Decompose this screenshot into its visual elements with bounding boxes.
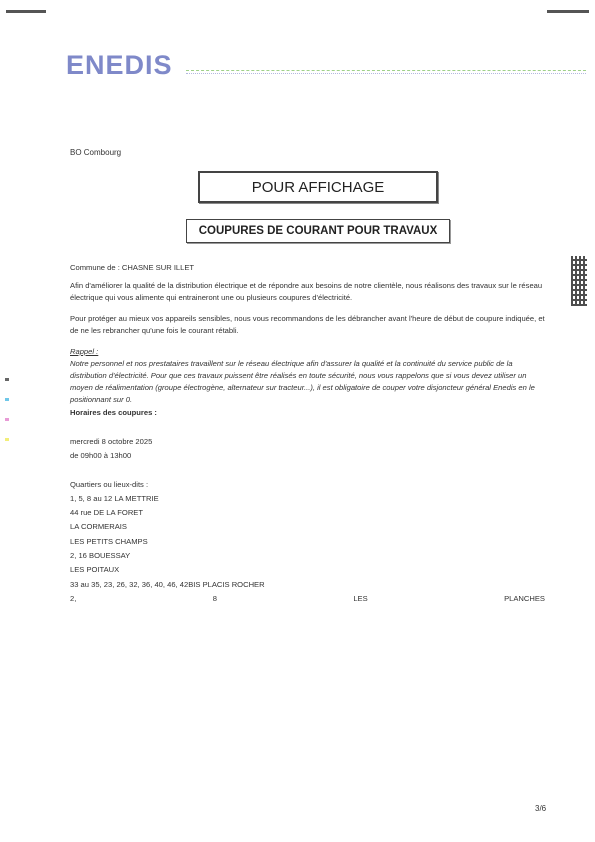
quartiers-label: Quartiers ou lieux-dits : [70,480,149,489]
rappel-label: Rappel : [70,347,99,356]
protect-paragraph: Pour protéger au mieux vos appareils sensibles, nous vous recommandons de les débrancher avant l'heure de début de coupure indiquée, et de ne les rebrancher qu'une fois le courant rétabli. [70,314,545,335]
list-item: 1, 5, 8 au 12 LA METTRIE [70,494,159,503]
rappel-text: Notre personnel et nos prestataires travaillent sur le réseau électrique afin d'assurer la qualité et la continuité du service public de la distribution d'électricité. Pour que ces travaux puissent être réalisés en toute sécurité, nous vous rappelons que si vous devez utiliser un moyen de réalimentation (groupe électrogène, alternateur sur tracteur...), il est obligatoire de couper votre disjoncteur général Enedis en le positionnant sur 0. [70,359,535,404]
scan-mark-left [6,10,46,13]
list-item: 2, 16 BOUESSAY [70,551,131,560]
print-mark-black [5,378,9,381]
print-mark-magenta [5,418,9,421]
barcode-icon [571,256,587,306]
spread-part: 8 [212,594,217,603]
list-item: LES POITAUX [70,565,120,574]
spread-part: 2, [70,594,77,603]
print-mark-yellow [5,438,9,441]
list-item: 33 au 35, 23, 26, 32, 36, 40, 46, 42BIS PLACIS ROCHER [70,580,265,589]
page-subtitle: COUPURES DE COURANT POUR TRAVAUX [186,219,450,243]
schedule-label: Horaires des coupures : [70,408,157,417]
header-rule-dotted [186,73,586,74]
header-rule [186,70,586,71]
sender-office: BO Combourg [70,148,122,157]
list-item: 44 rue DE LA FORET [70,508,144,517]
intro-paragraph: Afin d'améliorer la qualité de la distribution électrique et de répondre aux besoins de notre clientèle, nous réalisons des travaux sur le réseau électrique qui vous alimente qui entraineront une ou plusieurs coupures d'électricité. [70,281,543,302]
outage-date: mercredi 8 octobre 2025 [70,437,153,446]
scan-mark-right [547,10,589,13]
list-item: LES PETITS CHAMPS [70,537,148,546]
list-item: LA CORMERAIS [70,522,127,531]
spread-part: PLANCHES [504,594,545,603]
spread-part: LES [353,594,368,603]
list-item-spread [70,594,545,603]
enedis-logo: ENEDIS [66,50,173,80]
page-title: POUR AFFICHAGE [198,171,438,203]
page-number: 3/6 [535,804,547,813]
outage-time: de 09h00 à 13h00 [70,451,132,460]
commune-line: Commune de : CHASNE SUR ILLET [70,263,195,272]
print-mark-cyan [5,398,9,401]
rappel-block [70,346,550,406]
